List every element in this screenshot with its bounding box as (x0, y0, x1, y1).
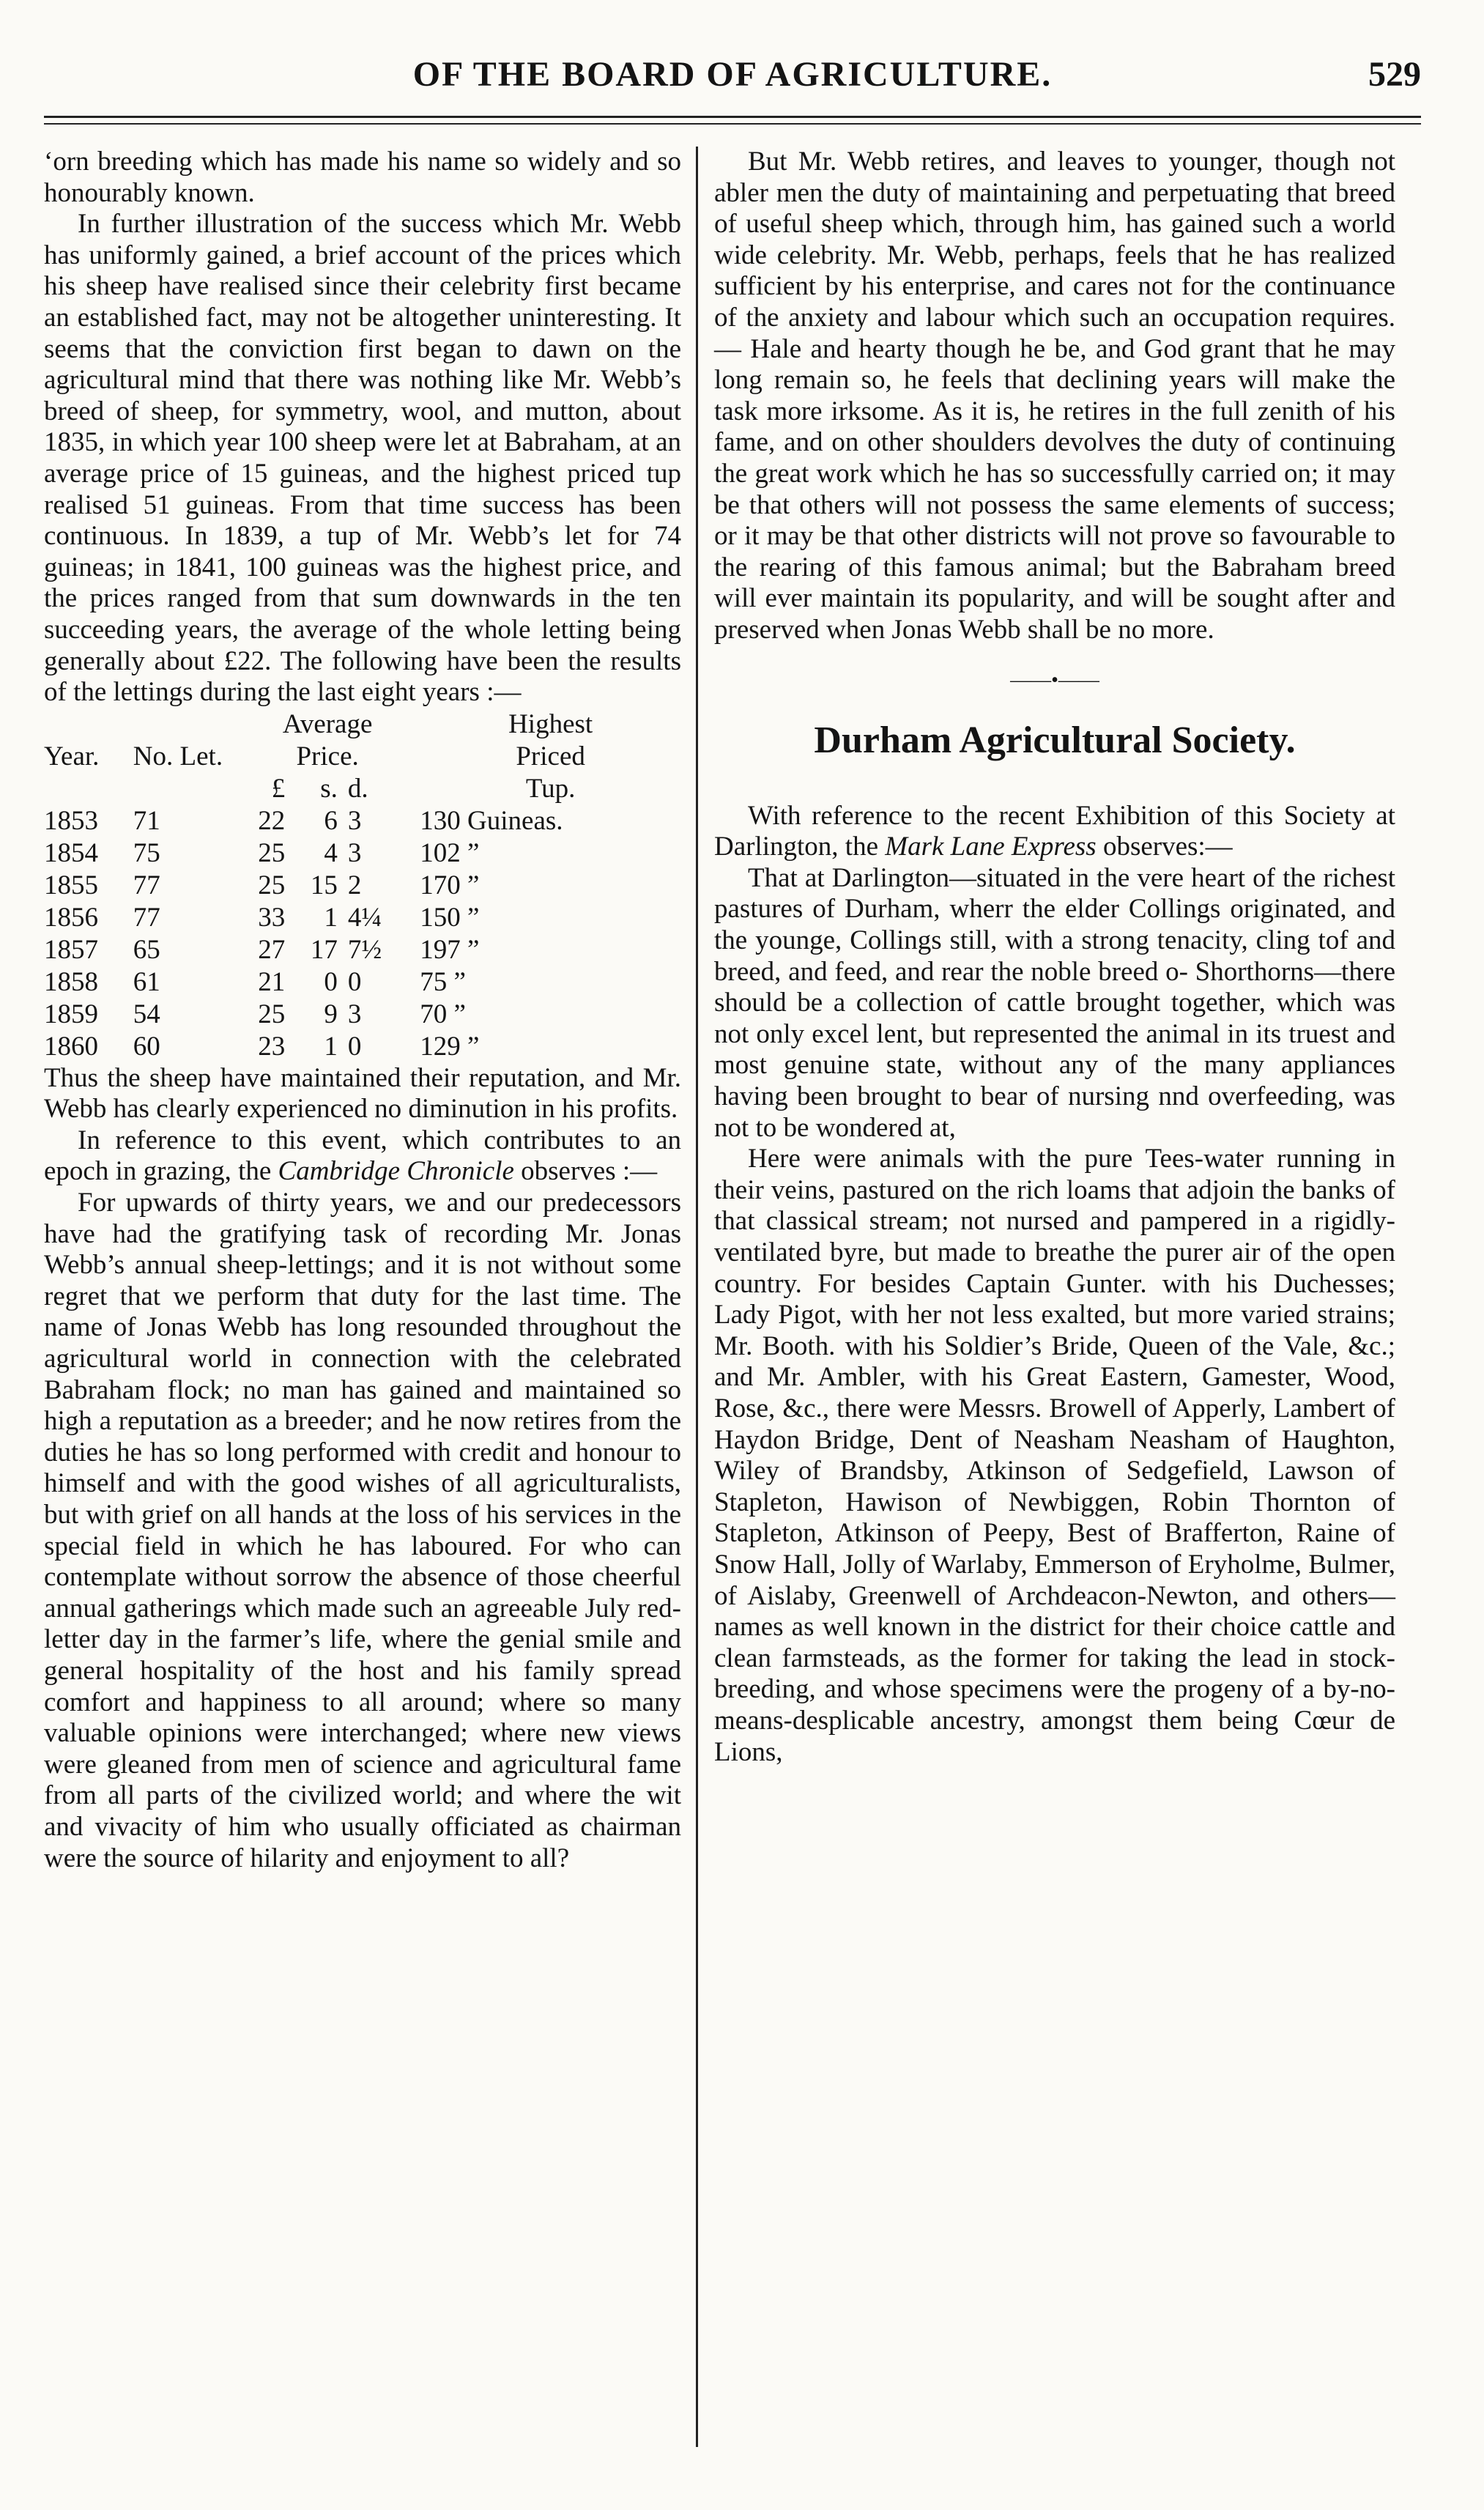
year-header: Year. (44, 741, 100, 771)
column-divider (696, 147, 698, 2447)
pence-cell: 7½ (347, 934, 382, 965)
pounds-cell: 21 (258, 966, 286, 997)
pounds-cell: 25 (258, 870, 286, 900)
section-break: ——•—— (1010, 668, 1099, 692)
pence-cell: 0 (347, 966, 362, 997)
table-row (44, 934, 681, 966)
tup-cell: 129 ” (420, 1031, 480, 1062)
pence-cell: 4¼ (347, 902, 382, 933)
shillings-cell: 9 (324, 999, 338, 1029)
letting-results-table (44, 708, 681, 1063)
no-let-cell: 75 (133, 837, 160, 868)
no-let-cell: 71 (133, 805, 160, 836)
pence-cell: 3 (347, 999, 362, 1029)
pence-cell: 3 (347, 805, 362, 836)
average-header: Average (282, 708, 373, 739)
table-row (44, 966, 681, 999)
year-cell: 1855 (44, 870, 98, 900)
publication-title: Mark Lane Express (885, 832, 1097, 862)
paragraph: For upwards of thirty years, we and our predecessors have had the gratifying task of recording Mr. Jonas Webb’s annual sheep-lettings; and it is not without some regret that we perform that duty for the last time. The name of Jonas Webb has long resounded throughout the agricultural world in connection with the celebrated Babraham flock; no man has gained and maintained so high a reputation as a breeder; and he now retires from the duties he has so long performed with credit and honour to himself and with the good wishes of all agriculturalists, but with grief on all hands at the loss of his services in the special field in which he has laboured. For who can contemplate without sorrow the absence of those cheerful annual gatherings which made such an agreeable July red-letter day in the farmer’s life, where the genial smile and general hospitality of the host and his family spread comfort and happiness to all around; where so many valuable opinions were interchanged; where new views were gleaned from men of science and agricultural fame from all parts of the civilized world; and where the wit and vivacity of him who usually officiated as chairman were the source of hilarity and enjoyment to all? (44, 1188, 681, 1873)
table-row (44, 1031, 681, 1063)
tup-cell: 102 ” (420, 837, 480, 868)
paragraph: In further illustration of the success which Mr. Webb has uniformly gained, a brief account of the prices which his sheep have realised since their celebrity first became an established fact, may not be altogether uninteresting. It seems that the conviction first began to dawn on the agricultural mind that there was nothing like Mr. Webb’s breed of sheep, for symmetry, wool, and mutton, about 1835, in which year 100 sheep were let at Babraham, at an average price of 15 guineas, and the highest priced tup realised 51 guineas. From that time success has been continuous. In 1839, a tup of Mr. Webb’s let for 74 guineas; in 1841, 100 guineas was the highest price, and the prices ranged from that sum downwards in the ten succeeding years, the average of the whole letting being generally about £22. The following have been the results of the lettings during the last eight years :— (44, 209, 681, 708)
highest-header: Highest (508, 708, 593, 739)
tup-header: Tup. (525, 773, 576, 804)
table-row (44, 999, 681, 1031)
year-cell: 1853 (44, 805, 98, 836)
header-rule-bottom (44, 123, 1421, 125)
table-row (44, 805, 681, 837)
pounds-header: £ (271, 773, 286, 804)
shillings-cell: 15 (310, 870, 338, 900)
left-column (44, 147, 681, 1874)
year-cell: 1858 (44, 966, 98, 997)
table-header-row (44, 741, 681, 773)
no-let-cell: 77 (133, 870, 160, 900)
publication-title: Cambridge Chronicle (278, 1156, 514, 1187)
paragraph: That at Darlington—situated in the vere heart of the richest pastures of Durham, wherr the elder Collings originated, and the younge, Collings still, with a strong tenacity, cling tof and breed, and feed, and rear the noble breed o- Shorthorns—there should be a collection of cattle brought together, which was not only excel lent, but represented the animal in its truest and most genuine state, without any of the many appliances having been brought to bear of nursing nnd overfeeding, was not to be wondered at, (714, 862, 1395, 1143)
pence-cell: 3 (347, 837, 362, 868)
shillings-cell: 1 (324, 902, 338, 933)
year-cell: 1857 (44, 934, 98, 965)
table-header-row (44, 708, 681, 741)
shillings-cell: 6 (324, 805, 338, 836)
shillings-cell: 0 (324, 966, 338, 997)
running-head: OF THE BOARD OF AGRICULTURE. (412, 55, 1053, 94)
year-cell: 1854 (44, 837, 98, 868)
no-let-cell: 77 (133, 902, 160, 933)
pounds-cell: 22 (258, 805, 286, 836)
shillings-header: s. (320, 773, 338, 804)
tup-cell: 150 ” (420, 902, 480, 933)
right-column (714, 147, 1395, 1768)
paragraph: In reference to this event, which contributes to an epoch in grazing, the Cambridge Chronicle observes :— (44, 1125, 681, 1187)
price-header: Price. (296, 741, 359, 771)
table-row (44, 902, 681, 934)
section-title: Durham Agricultural Society. (814, 719, 1296, 762)
no-let-cell: 65 (133, 934, 160, 965)
header-rule-top (44, 116, 1421, 118)
paragraph: But Mr. Webb retires, and leaves to younger, though not abler men the duty of maintaining and perpetuating that breed of useful sheep which, through him, has gained such a world wide celebrity. Mr. Webb, perhaps, feels that he has realized sufficient by his enterprise, and cares not for the continuance of the anxiety and labour which such an occupation requires.— Hale and hearty though he be, and God grant that he may long remain so, he feels that declining years will make the task more irksome. As it is, he retires in the full zenith of his fame, and on other shoulders devolves the duty of continuing the great work which he has so successfully carried on; it may be that others will not possess the same elements of success; or it may be that other districts will not prove so favourable to the rearing of this famous animal; but the Babraham breed will ever maintain its popularity, and will be sought after and preserved when Jonas Webb shall be no more. (714, 147, 1395, 645)
no-let-cell: 60 (133, 1031, 160, 1062)
no-let-cell: 54 (133, 999, 160, 1029)
paragraph: With reference to the recent Exhibition of this Society at Darlington, the Mark Lane Express observes:— (714, 800, 1395, 862)
no-let-header: No. Let. (133, 741, 223, 771)
pounds-cell: 33 (258, 902, 286, 933)
paragraph: Thus the sheep have maintained their reputation, and Mr. Webb has clearly experienced no diminution in his profits. (44, 1062, 681, 1125)
paragraph: ‘orn breeding which has made his name so widely and so honourably known. (44, 147, 681, 208)
tup-cell: 197 ” (420, 934, 480, 965)
tup-cell: 130 Guineas. (420, 805, 563, 836)
pence-header: d. (347, 773, 368, 804)
pence-cell: 2 (347, 870, 362, 900)
year-cell: 1856 (44, 902, 98, 933)
tup-cell: 75 ” (420, 966, 466, 997)
tup-cell: 70 ” (420, 999, 466, 1029)
pounds-cell: 25 (258, 999, 286, 1029)
tup-cell: 170 ” (420, 870, 480, 900)
table-row (44, 837, 681, 870)
table-header-row (44, 773, 681, 805)
pence-cell: 0 (347, 1031, 362, 1062)
shillings-cell: 1 (324, 1031, 338, 1062)
page-header (44, 41, 1421, 129)
year-cell: 1860 (44, 1031, 98, 1062)
paragraph: Here were animals with the pure Tees-water running in their veins, pastured on the rich loams that adjoin the banks of that classical stream; not nursed and pampered in a rigidly-ventilated byre, but made to breathe the purer air of the open country. For besides Captain Gunter. with his Duchesses; Lady Pigot, with her not less exalted, but more varied strains; Mr. Booth. with his Soldier’s Bride, Queen of the Vale, &c.; and Mr. Ambler, with his Great Eastern, Gamester, Wood, Rose, &c., there were Messrs. Browell of Apperly, Lambert of Haydon Bridge, Dent of Neasham Neasham of Haughton, Wiley of Brandsby, Atkinson of Sedgefield, Lawson of Stapleton, Hawison of Newbiggen, Robin Thornton of Stapleton, Atkinson of Peepy, Best of Brafferton, Raine of Snow Hall, Jolly of Warlaby, Emmerson of Eryholme, Bulmer, of Aislaby, Greenwell of Archdeacon-Newton, and others—names as well known in the district for their choice cattle and clean farmsteads, as the former for taking the lead in stock-breeding, and whose specimens were the progeny of a by-no-means-desplicable ancestry, amongst them being Cœur de Lions, (714, 1144, 1395, 1767)
page-number: 529 (1368, 55, 1421, 94)
pounds-cell: 27 (258, 934, 286, 965)
shillings-cell: 17 (310, 934, 338, 965)
pounds-cell: 25 (258, 837, 286, 868)
pounds-cell: 23 (258, 1031, 286, 1062)
shillings-cell: 4 (324, 837, 338, 868)
priced-header: Priced (516, 741, 585, 771)
no-let-cell: 61 (133, 966, 160, 997)
table-row (44, 870, 681, 902)
year-cell: 1859 (44, 999, 98, 1029)
